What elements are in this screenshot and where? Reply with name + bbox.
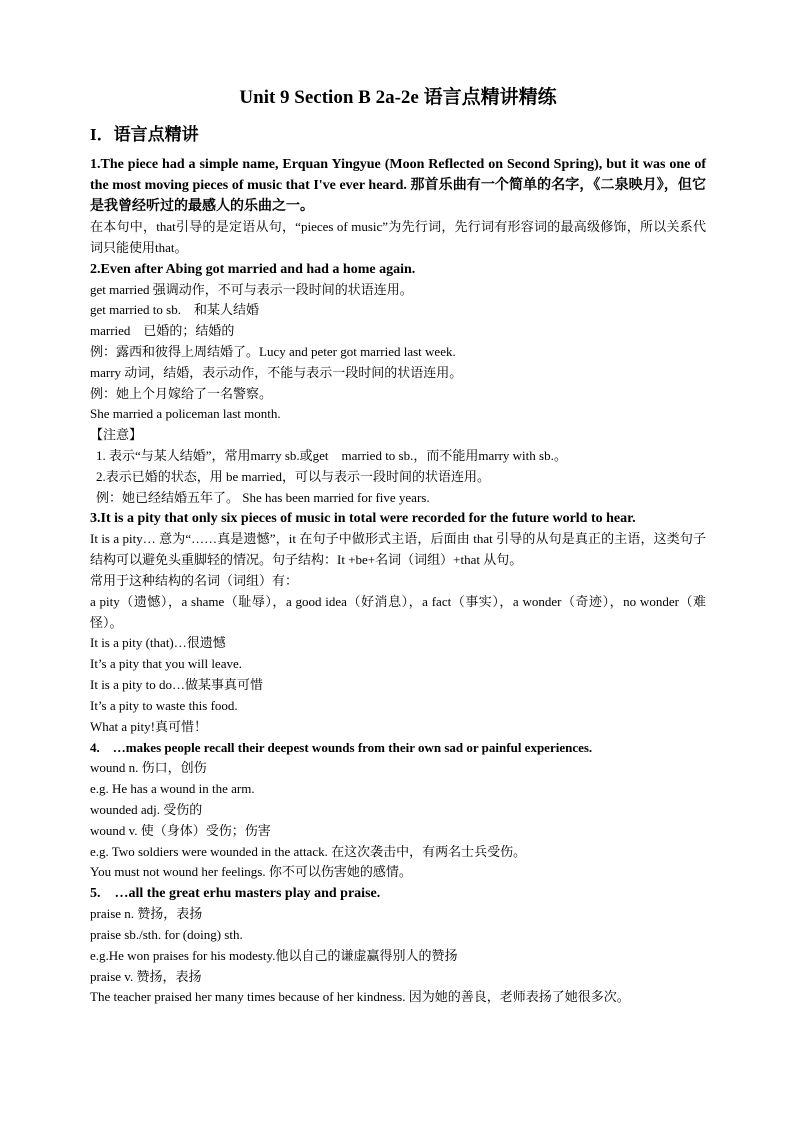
point-1-note: 在本句中，that引导的是定语从句，“pieces of music”为先行词，先行词有形容词的最高级修饰，所以关系代词只能使用that。: [90, 219, 706, 255]
point-5-line: praise sb./sth. for (doing) sth.: [90, 926, 243, 942]
point-4-heading: 4. …makes people recall their deepest wounds from their own sad or painful experiences.: [90, 740, 593, 756]
point-5-line: e.g.He won praises for his modesty.他以自己的谦虚赢得别人的赞扬: [90, 947, 458, 963]
point-2-note: 1. 表示“与某人结婚”，常用marry sb.或get married to sb.，而不能用marry with sb.。: [96, 447, 567, 463]
point-2-note: 2.表示已婚的状态，用 be married，可以与表示一段时间的状语连用。: [96, 468, 490, 484]
point-5-line: praise n. 赞扬，表扬: [90, 906, 203, 922]
point-1-heading: 1.The piece had a simple name, Erquan Yingyue (Moon Reflected on Second Spring), but it was one of the most moving pieces of music that I've ever heard. 那首乐曲有一个简单的名字，《二泉映月》，但它是我曾经听过的最感人的乐曲之一。: [90, 157, 706, 214]
point-2-line: 例：她上个月嫁给了一名警察。: [90, 385, 273, 401]
point-4-line: You must not wound her feelings. 你不可以伤害她的感情。: [90, 864, 412, 880]
document-page: [90, 84, 706, 1008]
point-3-line: It is a pity to do…做某事真可惜: [90, 676, 263, 692]
point-2-line: 例：露西和彼得上周结婚了。Lucy and peter got married last week.: [90, 343, 456, 359]
point-4-line: wound n. 伤口，创伤: [90, 760, 207, 776]
point-3-note: It is a pity… 意为“……真是遗憾”，it 在句子中做形式主语，后面由 that 引导的从句是真正的主语，这类句子结构可以避免头重脚轻的情况。句子结构：It +be+名词（词组）+that 从句。: [90, 531, 706, 568]
point-2-line: get married 强调动作，不可与表示一段时间的状语连用。: [90, 281, 413, 297]
point-2-line: married 已婚的；结婚的: [90, 323, 235, 339]
point-2-line: She married a policeman last month.: [90, 406, 281, 422]
point-4-line: e.g. Two soldiers were wounded in the attack. 在这次袭击中，有两名士兵受伤。: [90, 843, 527, 859]
point-3-line: It is a pity (that)…很遗憾: [90, 635, 226, 651]
point-2-line: get married to sb. 和某人结婚: [90, 302, 259, 318]
point-5-line: The teacher praised her many times because of her kindness. 因为她的善良，老师表扬了她很多次。: [90, 989, 630, 1005]
point-4-line: wound v. 使（身体）受伤；伤害: [90, 822, 271, 838]
point-4-line: e.g. He has a wound in the arm.: [90, 781, 255, 797]
point-4-line: wounded adj. 受伤的: [90, 801, 203, 817]
section-heading: I．语言点精讲: [90, 125, 199, 144]
page-title: Unit 9 Section B 2a-2e 语言点精讲精练: [239, 87, 557, 108]
point-5-line: praise v. 赞扬，表扬: [90, 968, 202, 984]
point-2-note: 例：她已经结婚五年了。 She has been married for five years.: [96, 489, 430, 505]
point-3-line: It’s a pity that you will leave.: [90, 656, 242, 672]
point-5-heading: 5. …all the great erhu masters play and praise.: [90, 886, 381, 902]
point-2-line: marry 动词，结婚，表示动作，不能与表示一段时间的状语连用。: [90, 364, 463, 380]
point-3-line: 常用于这种结构的名词（词组）有：: [90, 572, 299, 588]
point-3-line: What a pity!真可惜！: [90, 718, 207, 734]
point-3-line: a pity（遗憾），a shame（耻辱），a good idea（好消息），a fact（事实），a wonder（奇迹），no wonder（难怪）。: [90, 593, 706, 630]
point-2-heading: 2.Even after Abing got married and had a home again.: [90, 261, 416, 277]
point-3-heading: 3.It is a pity that only six pieces of music in total were recorded for the future world to hear.: [90, 511, 636, 527]
point-3-line: It’s a pity to waste this food.: [90, 697, 238, 713]
point-2-note-label: 【注意】: [90, 427, 143, 443]
